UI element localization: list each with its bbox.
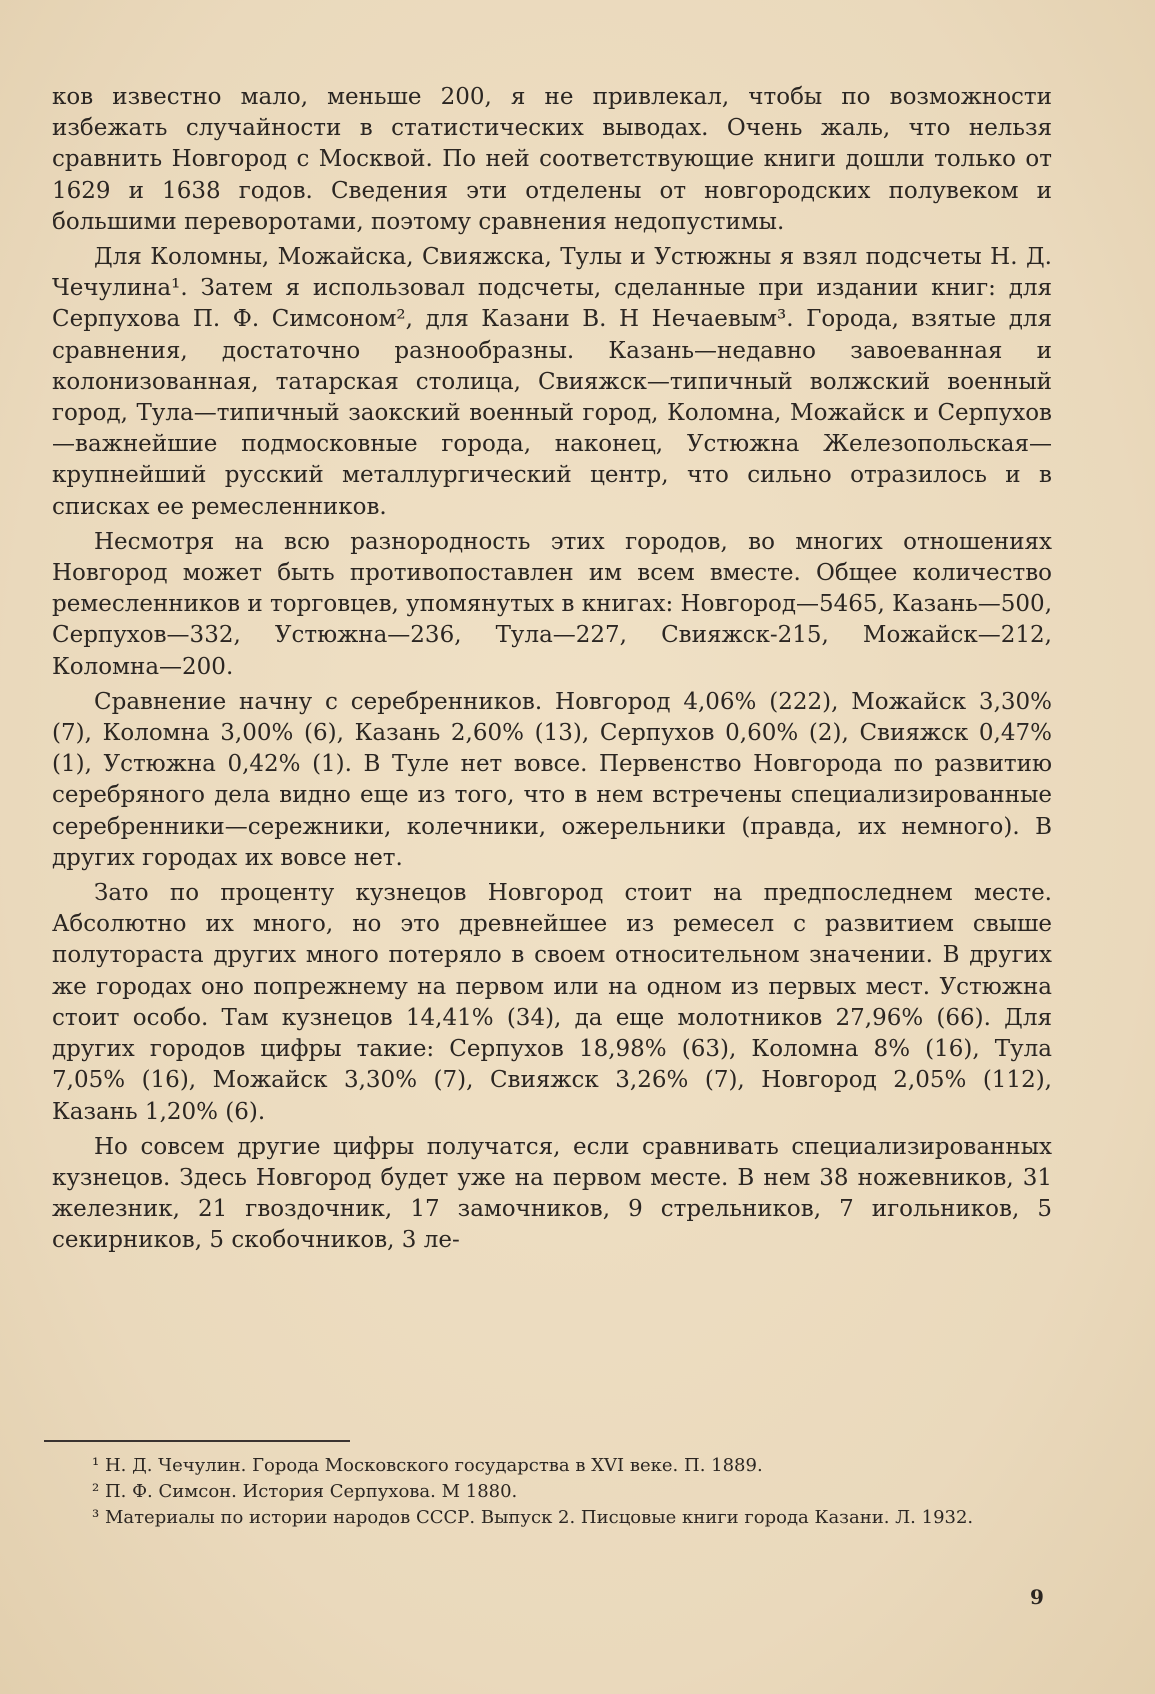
main-text [52, 82, 1052, 1261]
paragraph-2: Для Коломны, Можайска, Свияжска, Тулы и Устюжны я взял подсчеты Н. Д. Чечулина¹. Затем я использовал подсчеты, сделанные при издании книг: для Серпухова П. Ф. Симсоном², для Казани В. Н Нечаевым³. Города, взятые для сравнения, достаточно разнообразны. Казань—недавно завоеванная и колонизованная, татарская столица, Свияжск—типичный волжский военный город, Тула—типичный заокский военный город, Коломна, Можайск и Серпухов—важнейшие подмосковные города, наконец, Устюжна Железопольская—крупнейший русский металлургический центр, что сильно отразилось и в списках ее ремесленников. [52, 244, 1052, 520]
paragraph-4: Сравнение начну с серебренников. Новгород 4,06% (222), Можайск 3,30% (7), Коломна 3,00% (6), Казань 2,60% (13), Серпухов 0,60% (2), Свияжск 0,47% (1), Устюжна 0,42% (1). В Туле нет вовсе. Первенство Новгорода по развитию серебряного дела видно еще из того, что в нем встречены специализированные серебренники—сережники, колечники, ожерельники (правда, их немного). В других городах их вовсе нет. [52, 688, 1052, 871]
paragraph-3: Несмотря на всю разнородность этих городов, во многих отношениях Новгород может быть противопоставлен им всем вместе. Общее количество ремесленников и торговцев, упомянутых в книгах: Новгород—5465, Казань—500, Серпухов—332, Устюжна—236, Тула—227, Свияжск-215, Можайск—212, Коломна—200. [52, 528, 1053, 680]
footnote-divider [44, 1440, 350, 1442]
footnote-1: ¹ Н. Д. Чечулин. Города Московского государства в XVI веке. П. 1889. [92, 1455, 763, 1476]
footnotes [44, 1453, 1046, 1531]
paragraph-6: Но совсем другие цифры получатся, если сравнивать специализированных кузнецов. Здесь Новгород будет уже на первом месте. В нем 38 ножевников, 31 железник, 21 гвоздочник, 17 замочников, 9 стрельников, 7 игольников, 5 секирников, 5 скобочников, 3 ле- [52, 1133, 1052, 1254]
paragraph-1: ков известно мало, меньше 200, я не привлекал, чтобы по возможности избежать случайности в статистических выводах. Очень жаль, что нельзя сравнить Новгород с Москвой. По ней соответствующие книги дошли только от 1629 и 1638 годов. Сведения эти отделены от новгородских полувеком и большими переворотами, поэтому сравнения недопустимы. [52, 84, 1052, 235]
footnote-2: ² П. Ф. Симсон. История Серпухова. М 1880. [92, 1481, 518, 1502]
footnote-3: ³ Материалы по истории народов СССР. Выпуск 2. Писцовые книги города Казани. Л. 1932. [92, 1507, 974, 1528]
paragraph-5: Зато по проценту кузнецов Новгород стоит на предпоследнем месте. Абсолютно их много, но это древнейшее из ремесел с развитием свыше полутораста других много потеряло в своем относительном значении. В других же городах оно попрежнему на первом или на одном из первых мест. Устюжна стоит особо. Там кузнецов 14,41% (34), да еще молотников 27,96% (66). Для других городов цифры такие: Серпухов 18,98% (63), Коломна 8% (16), Тула 7,05% (16), Можайск 3,30% (7), Свияжск 3,26% (7), Новгород 2,05% (112), Казань 1,20% (6). [52, 880, 1052, 1125]
page-number: 9 [1030, 1585, 1044, 1609]
